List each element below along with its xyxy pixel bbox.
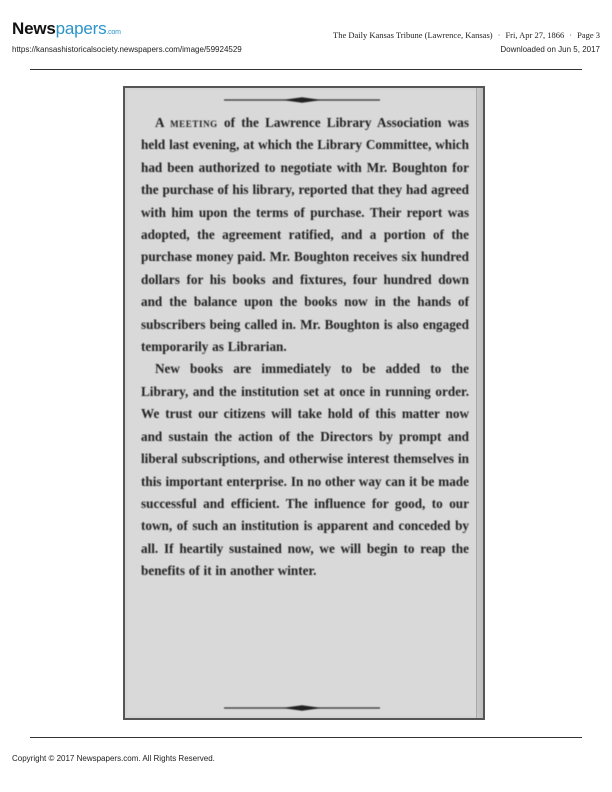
- page-number: Page 3: [577, 30, 600, 40]
- publication-name: The Daily Kansas Tribune (Lawrence, Kansas): [333, 30, 493, 40]
- header-divider: [30, 69, 582, 70]
- paragraph-1-text: of the Lawrence Library Association was held last evening, at which the Library Committee, which had been authorized to negotiate with Mr. Boughton for the purchase of his library, reported that they had agreed with him upon the terms of purchase. Their report was adopted, the agreement ratified, and a portion of the purchase money paid. Mr. Boughton receives six hundred dollars for his books and fixtures, four hundred down and the balance upon the books now in the hands of subscribers being called in. Mr. Boughton is also engaged temporarily as Librarian.: [141, 115, 470, 355]
- newspaper-clipping: [123, 86, 485, 720]
- download-date: Downloaded on Jun 5, 2017: [500, 45, 600, 54]
- footer-divider: [30, 737, 582, 738]
- publication-info: [333, 30, 600, 40]
- separator: ·: [569, 30, 573, 40]
- clipping-paper: [127, 90, 479, 716]
- separator: ·: [497, 30, 501, 40]
- publication-date: Fri, Apr 27, 1866: [505, 30, 565, 40]
- logo-papers-text: papers: [55, 19, 107, 38]
- source-url-link[interactable]: https://kansashistoricalsociety.newspapers.com/image/59924529: [12, 45, 242, 54]
- adjacent-column-edge: [476, 88, 483, 718]
- lead-smallcaps: meeting: [170, 115, 218, 130]
- copyright-notice: Copyright © 2017 Newspapers.com. All Rights Reserved.: [12, 754, 215, 763]
- article-text: [141, 112, 469, 583]
- bottom-ornament-rule: [222, 704, 382, 712]
- newspapers-logo[interactable]: [12, 20, 121, 37]
- lead-word: A: [155, 115, 164, 130]
- logo-news-text: News: [12, 19, 56, 38]
- page-header: [0, 0, 612, 72]
- article-paragraph-2: New books are immediately to be added to the Library, and the institution set at once in running order. We trust our citizens will take hold of this matter now and sustain the action of the Directors by prompt and liberal subscriptions, and otherwise interest themselves in this important enterprise. In no other way can it be made successful and efficient. The influence for good, to our town, of such an institution is apparent and conceded by all. If heartily sustained now, we will begin to reap the benefits of it in another winter.: [141, 361, 469, 579]
- article-paragraph-1: [141, 112, 469, 358]
- top-ornament-rule: [222, 96, 382, 104]
- logo-com-text: .com: [106, 29, 121, 36]
